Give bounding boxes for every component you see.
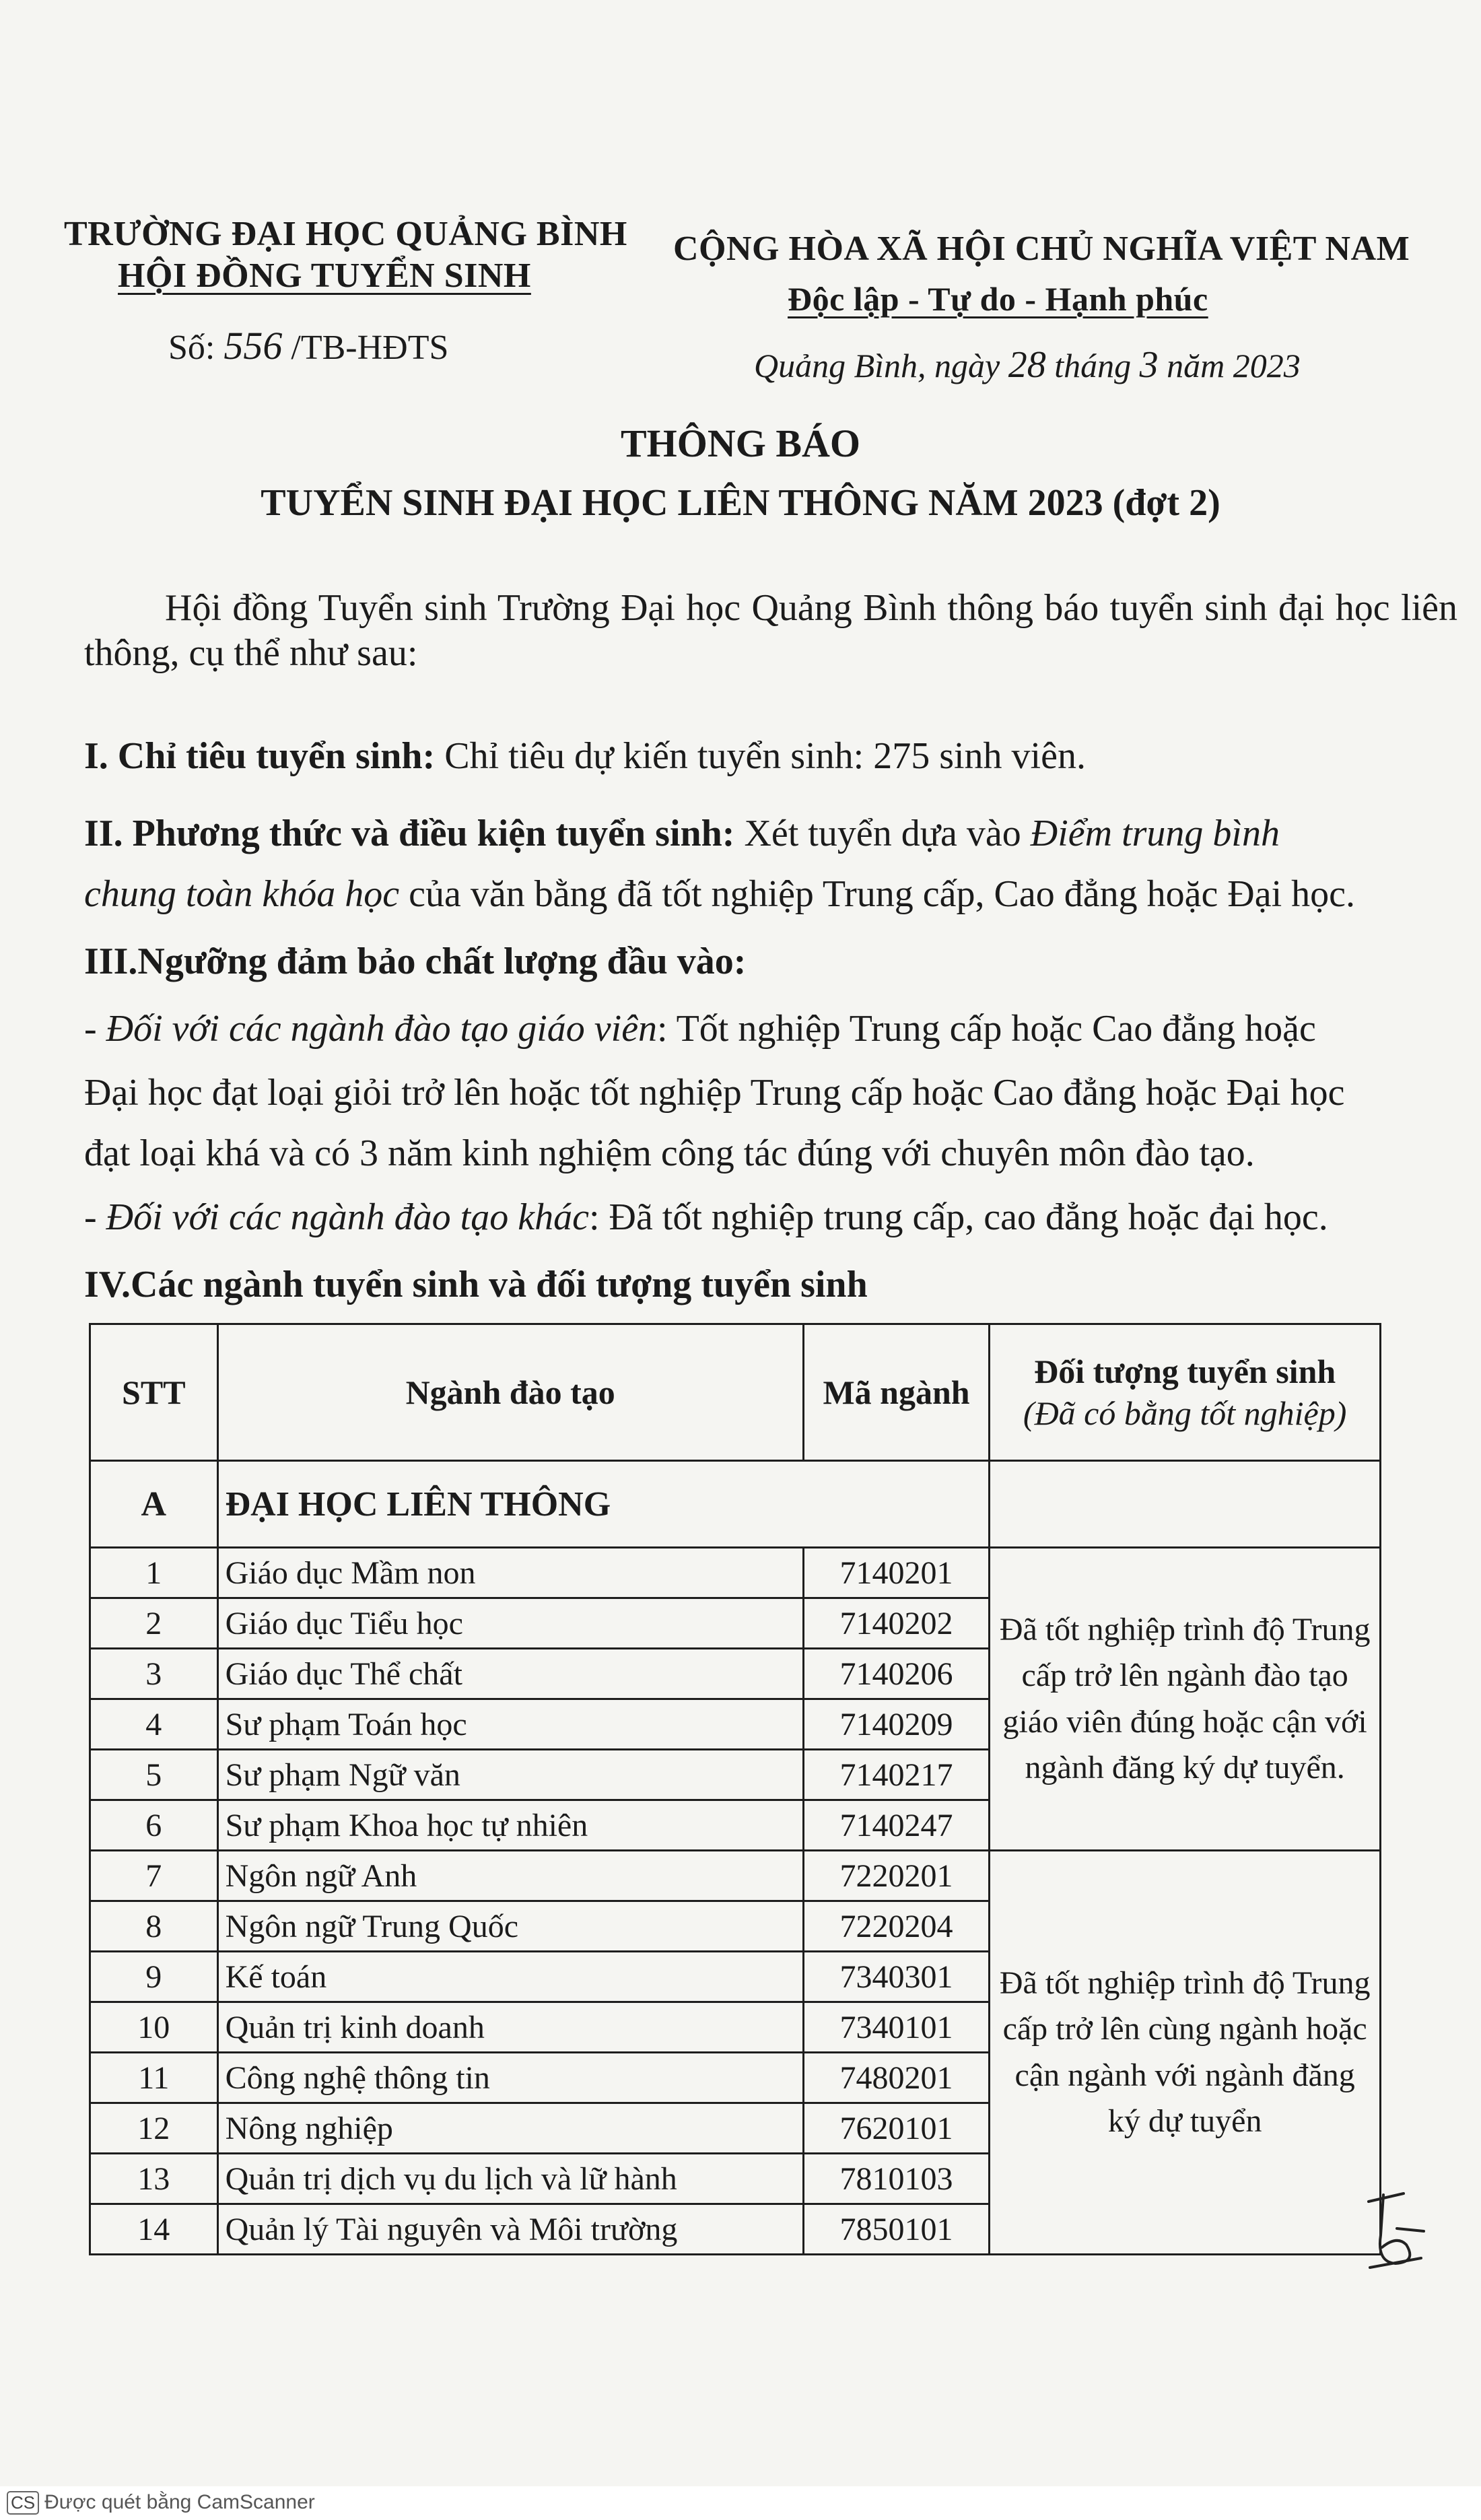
row-code: 7140206 [803, 1649, 990, 1699]
row-name: Giáo dục Mầm non [217, 1548, 803, 1598]
camscanner-logo: CS [7, 2491, 39, 2515]
teacher-text-2: Đại học đạt loại giỏi trở lên hoặc tốt nghiệp Trung cấp hoặc Cao đẳng hoặc Đại học [84, 1072, 1345, 1114]
row-code: 7220204 [803, 1901, 990, 1952]
other-label: - Đối với các ngành đào tạo khác [84, 1196, 589, 1238]
section-method-italic-b: chung toàn khóa học [84, 873, 400, 915]
council-name: HỘI ĐỒNG TUYỂN SINH [118, 257, 531, 295]
other-line [84, 1195, 1328, 1240]
row-stt: 3 [90, 1649, 218, 1699]
row-stt: 13 [90, 2154, 218, 2204]
row-code: 7810103 [803, 2154, 990, 2204]
day-handwritten: 28 [1008, 344, 1046, 386]
row-name: Sư phạm Ngữ văn [217, 1750, 803, 1800]
row-name: Kế toán [217, 1952, 803, 2002]
number-suffix: /TB-HĐTS [282, 329, 449, 367]
row-stt: 12 [90, 2103, 218, 2154]
row-stt: 7 [90, 1851, 218, 1901]
group-id: A [90, 1461, 218, 1548]
row-stt: 14 [90, 2204, 218, 2255]
row-name: Sư phạm Khoa học tự nhiên [217, 1800, 803, 1851]
row-name: Sư phạm Toán học [217, 1699, 803, 1750]
row-stt: 1 [90, 1548, 218, 1598]
row-code: 7620101 [803, 2103, 990, 2154]
row-name: Quản trị kinh doanh [217, 2002, 803, 2053]
teacher-text-3: đạt loại khá và có 3 năm kinh nghiệm công tác đúng với chuyên môn đào tạo. [84, 1132, 1255, 1174]
section-method-text-a: Xét tuyển dựa vào [734, 813, 1031, 854]
section-threshold-heading: III.Ngưỡng đảm bảo chất lượng đầu vào: [84, 941, 747, 982]
header-code: Mã ngành [803, 1324, 990, 1461]
table-header-row [90, 1324, 1381, 1461]
group-row [90, 1461, 1381, 1548]
row-stt: 2 [90, 1598, 218, 1649]
teacher-text-1: : Tốt nghiệp Trung cấp hoặc Cao đẳng hoặc [657, 1008, 1316, 1050]
header-object-note: (Đã có bằng tốt nghiệp) [1023, 1394, 1347, 1432]
object-teacher: Đã tốt nghiệp trình độ Trung cấp trở lên ngành đào tạo giáo viên đúng hoặc cận với ngành đăng ký dự tuyển. [990, 1548, 1381, 1851]
row-stt: 4 [90, 1699, 218, 1750]
row-name: Ngôn ngữ Anh [217, 1851, 803, 1901]
document-number [168, 323, 448, 368]
table-row [90, 1851, 1381, 1901]
place-date [754, 343, 1301, 386]
row-stt: 8 [90, 1901, 218, 1952]
other-text: : Đã tốt nghiệp trung cấp, cao đẳng hoặc đại học. [588, 1196, 1328, 1238]
initials-mark [1356, 2188, 1431, 2276]
row-code: 7140247 [803, 1800, 990, 1851]
row-code: 7140202 [803, 1598, 990, 1649]
group-name: ĐẠI HỌC LIÊN THÔNG [217, 1461, 990, 1548]
row-code: 7140217 [803, 1750, 990, 1800]
number-handwritten: 556 [223, 324, 283, 368]
row-code: 7140201 [803, 1548, 990, 1598]
scanner-watermark [7, 2491, 315, 2515]
section-method-text-b: của văn bằng đã tốt nghiệp Trung cấp, Cao đẳng hoặc Đại học. [399, 873, 1356, 915]
month-label: tháng [1045, 347, 1140, 384]
year-label: năm 2023 [1158, 347, 1301, 384]
header-object [990, 1324, 1381, 1461]
row-code: 7140209 [803, 1699, 990, 1750]
row-name: Ngôn ngữ Trung Quốc [217, 1901, 803, 1952]
row-code: 7850101 [803, 2204, 990, 2255]
document-subtitle: TUYỂN SINH ĐẠI HỌC LIÊN THÔNG NĂM 2023 (đợt 2) [261, 482, 1220, 524]
table-row [90, 1548, 1381, 1598]
month-handwritten: 3 [1139, 344, 1159, 386]
row-code: 7340301 [803, 1952, 990, 2002]
row-name: Công nghệ thông tin [217, 2053, 803, 2103]
row-name: Nông nghiệp [217, 2103, 803, 2154]
header-object-title: Đối tượng tuyển sinh [1034, 1352, 1336, 1390]
document-title: THÔNG BÁO [620, 421, 861, 465]
majors-table [89, 1323, 1381, 2255]
row-name: Giáo dục Thể chất [217, 1649, 803, 1699]
section-method-italic-a: Điểm trung bình [1030, 813, 1280, 854]
header-stt: STT [90, 1324, 218, 1461]
section-method-heading: II. Phương thức và điều kiện tuyển sinh: [84, 813, 735, 854]
row-stt: 6 [90, 1800, 218, 1851]
header-name: Ngành đào tạo [217, 1324, 803, 1461]
row-code: 7480201 [803, 2053, 990, 2103]
group-object-empty [990, 1461, 1381, 1548]
intro-paragraph: Hội đồng Tuyển sinh Trường Đại học Quảng Bình thông báo tuyển sinh đại học liên thông, cụ thể như sau: [84, 587, 1457, 675]
section-method-line1 [84, 811, 1280, 856]
row-stt: 10 [90, 2002, 218, 2053]
row-code: 7340101 [803, 2002, 990, 2053]
row-name: Quản trị dịch vụ du lịch và lữ hành [217, 2154, 803, 2204]
institution-name: TRƯỜNG ĐẠI HỌC QUẢNG BÌNH [64, 215, 627, 253]
section-quota [84, 734, 1086, 779]
row-name: Quản lý Tài nguyên và Môi trường [217, 2204, 803, 2255]
scanner-text: Được quét bằng CamScanner [44, 2491, 315, 2513]
teacher-line1 [84, 1007, 1316, 1052]
place-prefix: Quảng Bình, ngày [754, 347, 1008, 384]
row-stt: 9 [90, 1952, 218, 2002]
section-method-line2 [84, 872, 1355, 917]
row-stt: 5 [90, 1750, 218, 1800]
national-motto: Độc lập - Tự do - Hạnh phúc [788, 280, 1208, 318]
object-other: Đã tốt nghiệp trình độ Trung cấp trở lên cùng ngành hoặc cận ngành với ngành đăng ký dự tuyển [990, 1851, 1381, 2255]
national-title: CỘNG HÒA XÃ HỘI CHỦ NGHĨA VIỆT NAM [673, 230, 1410, 268]
section-majors-heading: IV.Các ngành tuyển sinh và đối tượng tuyển sinh [84, 1264, 868, 1305]
row-stt: 11 [90, 2053, 218, 2103]
number-prefix: Số: [168, 329, 224, 367]
section-quota-heading: I. Chỉ tiêu tuyển sinh: [84, 735, 436, 777]
row-code: 7220201 [803, 1851, 990, 1901]
teacher-label: - Đối với các ngành đào tạo giáo viên [84, 1008, 658, 1050]
section-quota-text: Chỉ tiêu dự kiến tuyển sinh: 275 sinh viên. [435, 735, 1086, 777]
row-name: Giáo dục Tiểu học [217, 1598, 803, 1649]
